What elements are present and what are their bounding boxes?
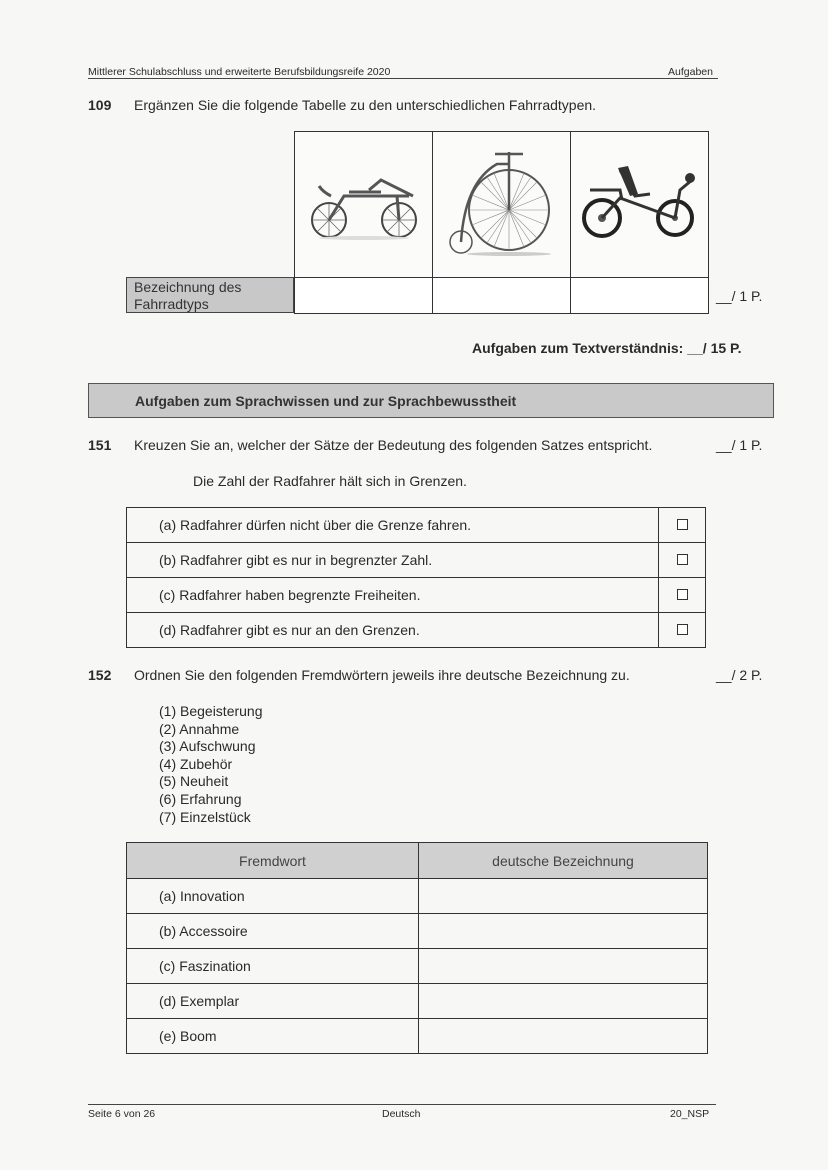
table-row [127,1019,708,1054]
choice-a-checkbox[interactable] [677,519,688,530]
german-term-answer-b[interactable] [419,914,708,949]
task-151-sentence: Die Zahl der Radfahrer hält sich in Grenzen. [193,473,467,489]
bike-type-answer-2[interactable] [433,278,571,314]
text-comprehension-score: Aufgaben zum Textverständnis: __/ 15 P. [472,340,742,356]
foreign-word-e: (e) Boom [127,1019,419,1054]
column-header-foreign-word: Fremdwort [127,843,419,879]
table-row [127,879,708,914]
table-row [127,914,708,949]
choice-table [126,507,706,648]
bike-image-cell-2 [433,132,571,278]
german-term-answer-a[interactable] [419,879,708,914]
german-term-answer-d[interactable] [419,984,708,1019]
section-title: Aufgaben zum Sprachwissen und zur Sprachbewusstheit [135,393,517,409]
task-151-number: 151 [88,437,112,453]
word-list-item: (2) Annahme [159,720,240,737]
task-109-instruction: Ergänzen Sie die folgende Tabelle zu den unterschiedlichen Fahrradtypen. [134,97,597,113]
column-header-german-term: deutsche Bezeichnung [419,843,708,879]
bicycle-type-table [294,131,709,314]
choice-c-label: (c) Radfahrer haben begrenzte Freiheiten. [127,578,659,613]
task-151-instruction: Kreuzen Sie an, welcher der Sätze der Bedeutung des folgenden Satzes entspricht. [134,437,653,453]
bike-type-row-label: Bezeichnung des Fahrradtyps [126,277,294,313]
task-152-number: 152 [88,667,112,683]
task-109-points: __/ 1 P. [716,288,763,304]
table-row [127,984,708,1019]
header-section: Aufgaben [668,66,713,78]
draisine-bicycle-image [309,162,419,242]
choice-d-checkbox[interactable] [677,624,688,635]
foreign-word-c: (c) Faszination [127,949,419,984]
choice-row [127,578,706,613]
recumbent-bicycle-image [580,160,700,245]
bike-type-answer-3[interactable] [571,278,709,314]
task-151-points: __/ 1 P. [716,437,763,453]
choice-row [127,508,706,543]
task-152-points: __/ 2 P. [716,667,763,683]
foreign-word-table [126,842,708,1054]
footer-subject: Deutsch [382,1108,421,1120]
header-title: Mittlerer Schulabschluss und erweiterte Berufsbildungsreife 2020 [88,66,391,78]
choice-b-label: (b) Radfahrer gibt es nur in begrenzter Zahl. [127,543,659,578]
bike-image-cell-1 [295,132,433,278]
choice-b-checkbox[interactable] [677,554,688,565]
header-divider [88,78,718,79]
word-list-item: (1) Begeisterung [159,703,263,719]
choice-c-checkbox[interactable] [677,589,688,600]
choice-d-label: (d) Radfahrer gibt es nur an den Grenzen. [127,613,659,648]
word-list-item: (6) Erfahrung [159,790,242,807]
word-list-item: (4) Zubehör [159,755,233,772]
german-word-list [159,703,263,826]
german-term-answer-c[interactable] [419,949,708,984]
footer-divider [88,1104,716,1105]
section-header [88,383,774,418]
task-152-instruction: Ordnen Sie den folgenden Fremdwörtern jeweils ihre deutsche Bezeichnung zu. [134,667,630,683]
penny-farthing-bicycle-image [447,142,557,262]
bike-image-cell-3 [571,132,709,278]
bike-type-answer-1[interactable] [295,278,433,314]
foreign-word-d: (d) Exemplar [127,984,419,1019]
table-row [127,949,708,984]
word-list-item: (3) Aufschwung [159,738,256,755]
foreign-word-a: (a) Innovation [127,879,419,914]
footer-code: 20_NSP [670,1108,710,1120]
choice-a-label: (a) Radfahrer dürfen nicht über die Grenze fahren. [127,508,659,543]
choice-row [127,543,706,578]
word-list-item: (5) Neuheit [159,773,229,790]
foreign-word-b: (b) Accessoire [127,914,419,949]
word-list-item: (7) Einzelstück [159,808,251,825]
task-109-number: 109 [88,97,112,113]
german-term-answer-e[interactable] [419,1019,708,1054]
choice-row [127,613,706,648]
footer-page-number: Seite 6 von 26 [88,1108,156,1120]
